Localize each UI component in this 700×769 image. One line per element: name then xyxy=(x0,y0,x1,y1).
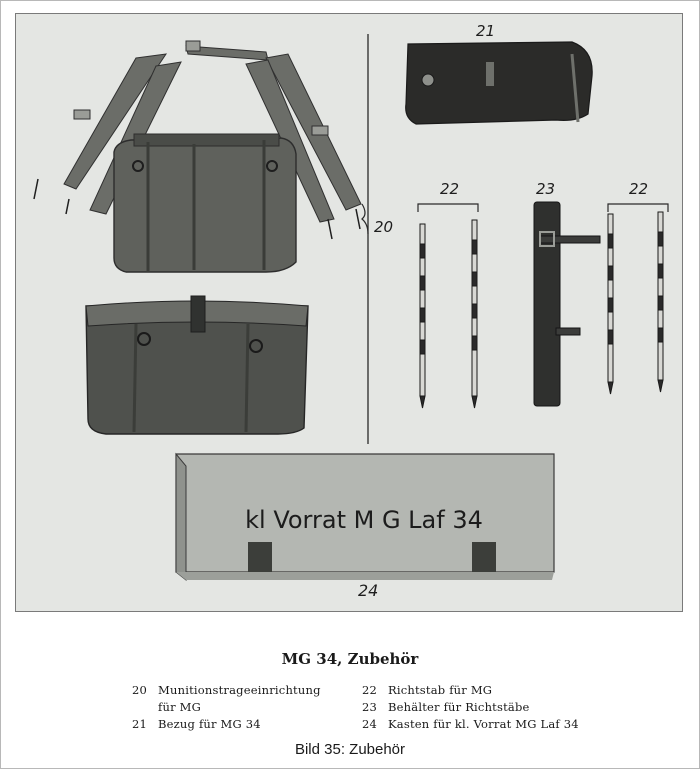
legend-left-column xyxy=(132,682,321,733)
legend-item-number: 20 xyxy=(132,683,148,697)
legend-item-text: Behälter für Richtstäbe xyxy=(388,700,530,714)
marker-23: 23 xyxy=(536,180,556,198)
legend-item xyxy=(362,682,579,699)
legend-item-number: 22 xyxy=(362,683,378,697)
stake-3 xyxy=(608,214,613,394)
plate-illustration xyxy=(16,14,682,611)
legend-item-text: für MG xyxy=(158,700,201,714)
mg-cover xyxy=(406,42,592,124)
legend-item-number: 23 xyxy=(362,700,378,714)
legend-item xyxy=(362,716,579,733)
legend-item-text: Kasten für kl. Vorrat MG Laf 34 xyxy=(388,717,579,731)
lower-ammo-bag xyxy=(86,296,308,434)
bracket-22-right xyxy=(608,204,668,212)
caption-title: MG 34, Zubehör xyxy=(281,650,419,668)
legend-item xyxy=(362,699,579,716)
legend-item-text: Bezug für MG 34 xyxy=(158,717,261,731)
legend-item xyxy=(132,716,321,733)
stake-1 xyxy=(420,224,425,408)
box-stencil-text: kl Vorrat M G Laf 34 xyxy=(245,506,483,534)
brace-tick xyxy=(362,204,368,234)
stake-2 xyxy=(472,220,477,408)
bracket-22-left xyxy=(418,204,478,212)
legend-item-text: Richtstab für MG xyxy=(388,683,493,697)
stake-container xyxy=(534,202,600,406)
upper-ammo-bag xyxy=(114,134,296,272)
marker-22-right: 22 xyxy=(629,180,649,198)
marker-21: 21 xyxy=(476,22,496,40)
legend-right-column xyxy=(362,682,579,733)
marker-24: 24 xyxy=(358,581,379,600)
legend-item-number: 21 xyxy=(132,717,148,731)
stake-4 xyxy=(658,212,663,392)
legend-item-text: Munitionstrageeinrichtung xyxy=(158,683,321,697)
figure-label: Bild 35: Zubehör xyxy=(294,741,406,758)
photo-plate xyxy=(15,13,683,612)
marker-20: 20 xyxy=(374,218,394,236)
legend-item-continuation xyxy=(132,699,321,716)
marker-22-left: 22 xyxy=(440,180,460,198)
legend-item xyxy=(132,682,321,699)
legend-item-number: 24 xyxy=(362,717,378,731)
ammo-box xyxy=(176,454,554,580)
